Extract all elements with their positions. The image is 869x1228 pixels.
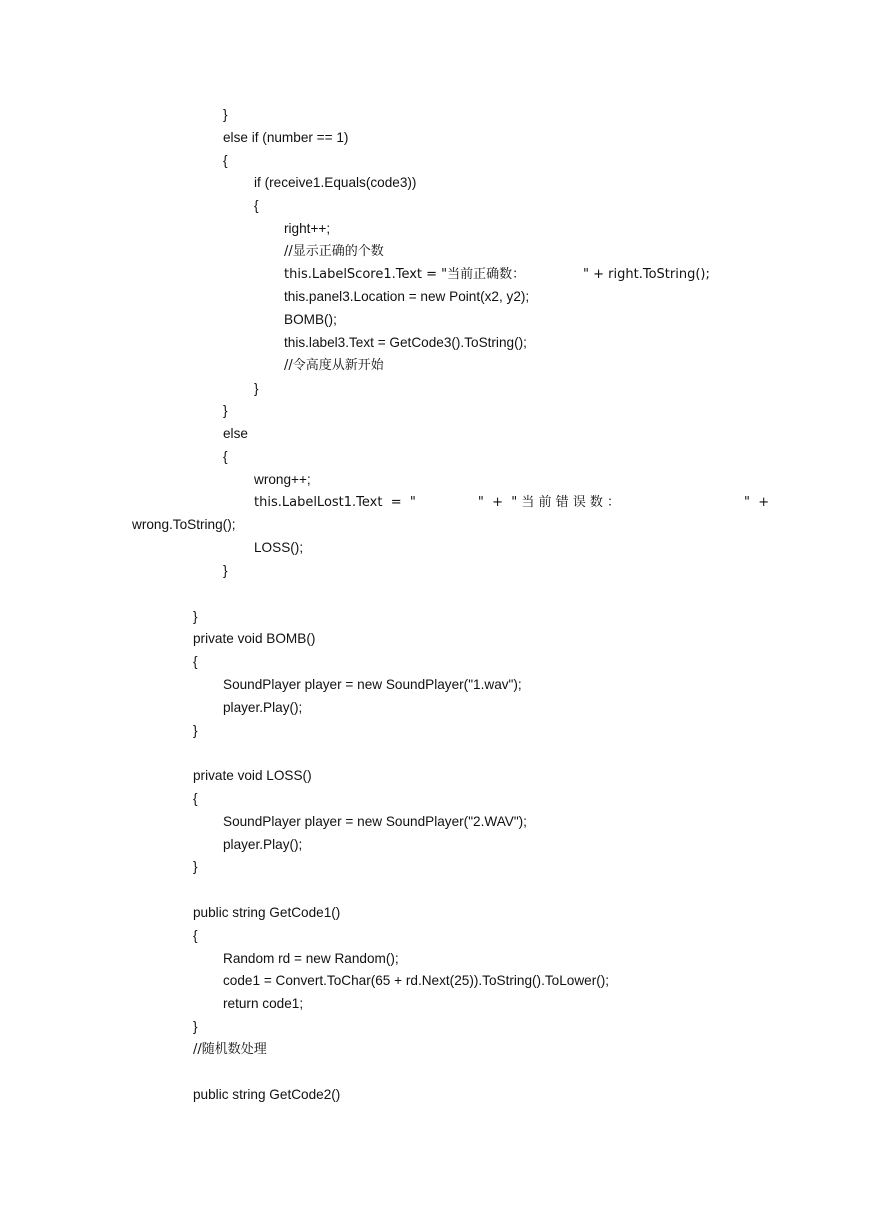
code-line: LOSS();: [254, 540, 304, 556]
code-line: return code1;: [223, 996, 304, 1012]
code-line: private void BOMB(): [193, 631, 316, 647]
code-line: {: [193, 791, 198, 806]
code-line: {: [193, 927, 198, 943]
code-line: SoundPlayer player = new SoundPlayer("1.wav");: [223, 677, 522, 692]
code-line: }: [193, 859, 198, 875]
code-line: {: [223, 449, 228, 464]
code-line: //令高度从新开始: [284, 357, 384, 373]
code-line: {: [193, 654, 198, 670]
code-line: if (receive1.Equals(code3)): [254, 175, 417, 191]
code-line: {: [223, 152, 228, 168]
code-line: wrong++;: [254, 471, 311, 487]
code-line: }: [223, 403, 228, 419]
code-line: public string GetCode2(): [193, 1087, 341, 1103]
code-line: }: [193, 1019, 198, 1034]
code-line: }: [254, 380, 259, 396]
code-line: }: [223, 563, 228, 578]
code-line: }: [223, 107, 228, 122]
code-line: }: [193, 722, 198, 738]
code-line: this.LabelScore1.Text = "当前正确数： " + right.ToString();: [284, 266, 710, 282]
code-line: wrong.ToString();: [132, 517, 236, 533]
code-line: private void LOSS(): [193, 768, 312, 784]
code-line: player.Play();: [223, 836, 303, 852]
code-line: else: [223, 426, 248, 442]
code-line: public string GetCode1(): [193, 905, 341, 920]
code-line: right++;: [284, 221, 331, 236]
code-line: this.panel3.Location = new Point(x2, y2);: [284, 289, 530, 305]
code-line: SoundPlayer player = new SoundPlayer("2.WAV");: [223, 813, 527, 829]
code-line: Random rd = new Random();: [223, 950, 399, 966]
code-line: this.LabelLost1.Text = " " + " 当 前 错 误 数 ： " +: [254, 494, 770, 510]
code-line: //显示正确的个数: [284, 243, 384, 259]
code-line: else if (number == 1): [223, 129, 349, 145]
code-line: this.label3.Text = GetCode3().ToString();: [284, 335, 527, 350]
code-line: BOMB();: [284, 312, 337, 328]
code-line: }: [193, 608, 198, 624]
code-line: player.Play();: [223, 699, 303, 715]
code-line: {: [254, 198, 259, 214]
code-line: //随机数处理: [193, 1041, 267, 1057]
code-line: code1 = Convert.ToChar(65 + rd.Next(25)).ToString().ToLower();: [223, 973, 610, 989]
